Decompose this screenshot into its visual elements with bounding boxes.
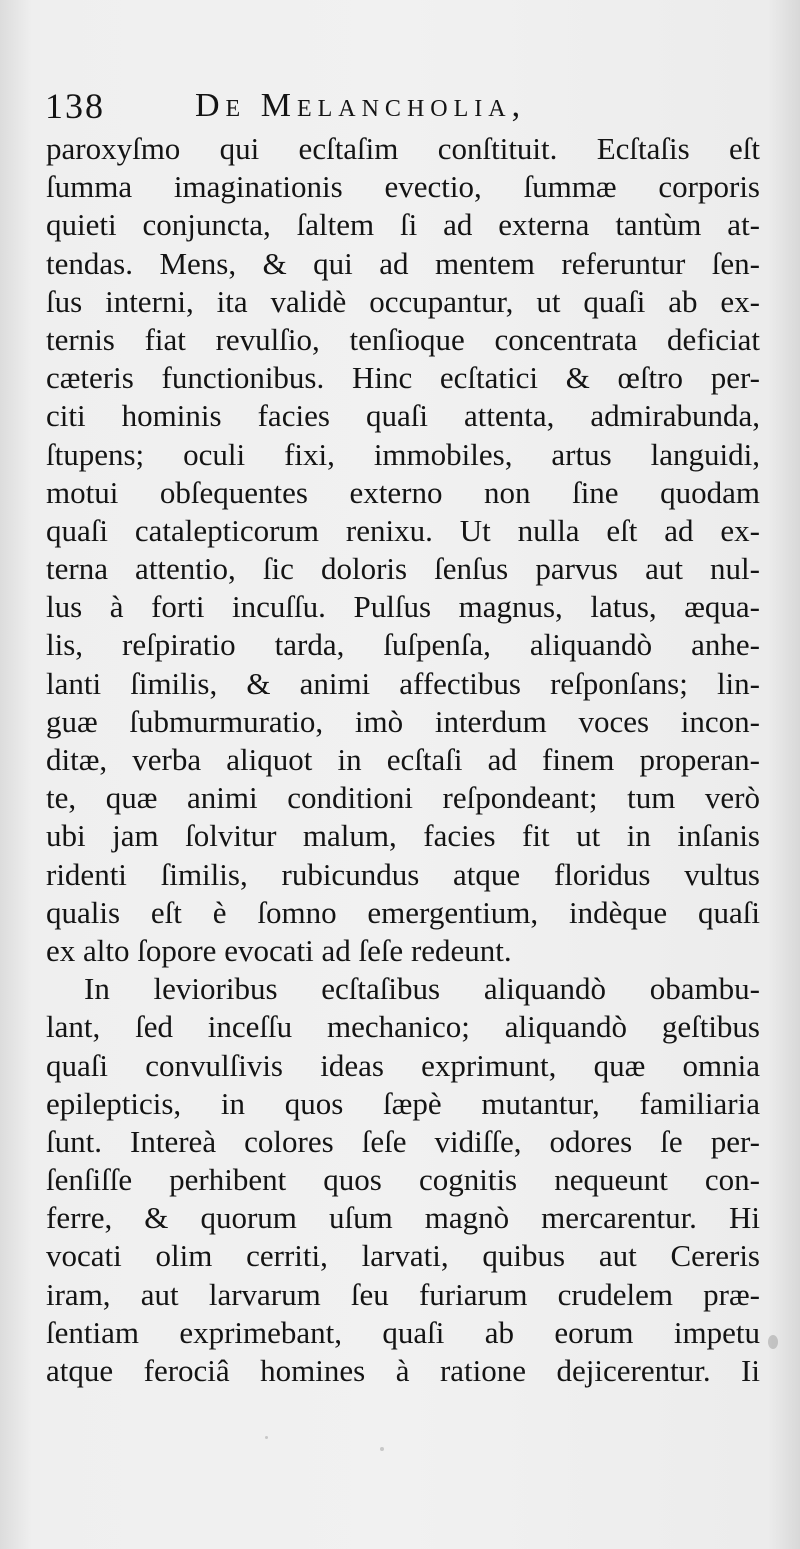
paper-speck bbox=[768, 1335, 778, 1349]
text-line: ditæ, verba aliquot in ecſtaſi ad finem properan- bbox=[46, 742, 760, 777]
text-line: ferre, & quorum uſum magnò mercarentur. Hi bbox=[46, 1200, 760, 1236]
text-line: qualis eſt è ſomno emergentium, indèque quaſi bbox=[46, 894, 760, 930]
text-line: quieti conjuncta, ſaltem ſi ad externa tantùm at- bbox=[46, 207, 760, 243]
text-line: motui obſequentes externo non ſine quodam bbox=[46, 474, 760, 510]
text-line: paroxyſmo qui ecſtaſim conſtituit. Ecſtaſis eſt bbox=[46, 131, 760, 166]
text-line: ſumma imaginationis evectio, ſummæ corporis bbox=[46, 169, 760, 205]
paragraph-2 bbox=[46, 970, 760, 1390]
text-line: ſenſiſſe perhibent quos cognitis nequeunt con- bbox=[46, 1162, 760, 1198]
paper-speck bbox=[265, 1436, 268, 1439]
text-line: ridenti ſimilis, rubicundus atque floridus vultus bbox=[46, 856, 760, 892]
text-line: ſunt. Intereà colores ſeſe vidiſſe, odores ſe per- bbox=[46, 1123, 760, 1159]
text-line: lus à forti incuſſu. Pulſus magnus, latus, æqua- bbox=[46, 589, 760, 625]
paper-speck bbox=[380, 1447, 384, 1451]
body-text bbox=[46, 130, 760, 1390]
text-line: quaſi convulſivis ideas exprimunt, quæ omnia bbox=[46, 1047, 760, 1083]
text-line: quaſi catalepticorum renixu. Ut nulla eſt ad ex- bbox=[46, 512, 760, 548]
text-line: citi hominis facies quaſi attenta, admirabunda, bbox=[46, 398, 760, 434]
text-line: ubi jam ſolvitur malum, facies fit ut in inſanis bbox=[46, 818, 760, 854]
text-line: epilepticis, in quos ſæpè mutantur, familiaria bbox=[46, 1085, 760, 1121]
page-header bbox=[45, 80, 745, 132]
text-line: cæteris functionibus. Hinc ecſtatici & œſtro per- bbox=[46, 360, 760, 396]
text-line: lis, reſpiratio tarda, ſuſpenſa, aliquandò anhe- bbox=[46, 627, 760, 663]
text-line: lanti ſimilis, & animi affectibus reſponſans; lin- bbox=[46, 665, 760, 701]
text-line: atque ferociâ homines à ratione dejicerentur. Ii bbox=[46, 1353, 760, 1388]
text-line: ex alto ſopore evocati ad ſeſe redeunt. bbox=[46, 932, 512, 968]
text-line: lant, ſed inceſſu mechanico; aliquandò geſtibus bbox=[46, 1009, 760, 1045]
text-line: ſentiam exprimebant, quaſi ab eorum impetu bbox=[46, 1314, 760, 1350]
page-number: 138 bbox=[45, 86, 105, 126]
text-line: guæ ſubmurmuratio, imò interdum voces incon- bbox=[46, 703, 760, 739]
text-line: ſtupens; oculi fixi, immobiles, artus languidi, bbox=[46, 436, 760, 472]
text-line: te, quæ animi conditioni reſpondeant; tum verò bbox=[46, 780, 760, 816]
text-line: terna attentio, ſic doloris ſenſus parvus aut nul- bbox=[46, 551, 760, 587]
running-title: De Melancholia, bbox=[195, 87, 527, 124]
text-line: ſus interni, ita validè occupantur, ut quaſi ab ex- bbox=[46, 283, 760, 319]
text-line: ternis fiat revulſio, tenſioque concentrata deficiat bbox=[46, 321, 760, 357]
text-line: tendas. Mens, & qui ad mentem referuntur ſen- bbox=[46, 245, 760, 281]
paragraph-1 bbox=[46, 130, 760, 970]
text-line: In levioribus ecſtaſibus aliquandò obambu- bbox=[84, 971, 760, 1007]
text-line: vocati olim cerriti, larvati, quibus aut Cereris bbox=[46, 1238, 760, 1274]
text-line: iram, aut larvarum ſeu furiarum crudelem præ- bbox=[46, 1276, 760, 1312]
